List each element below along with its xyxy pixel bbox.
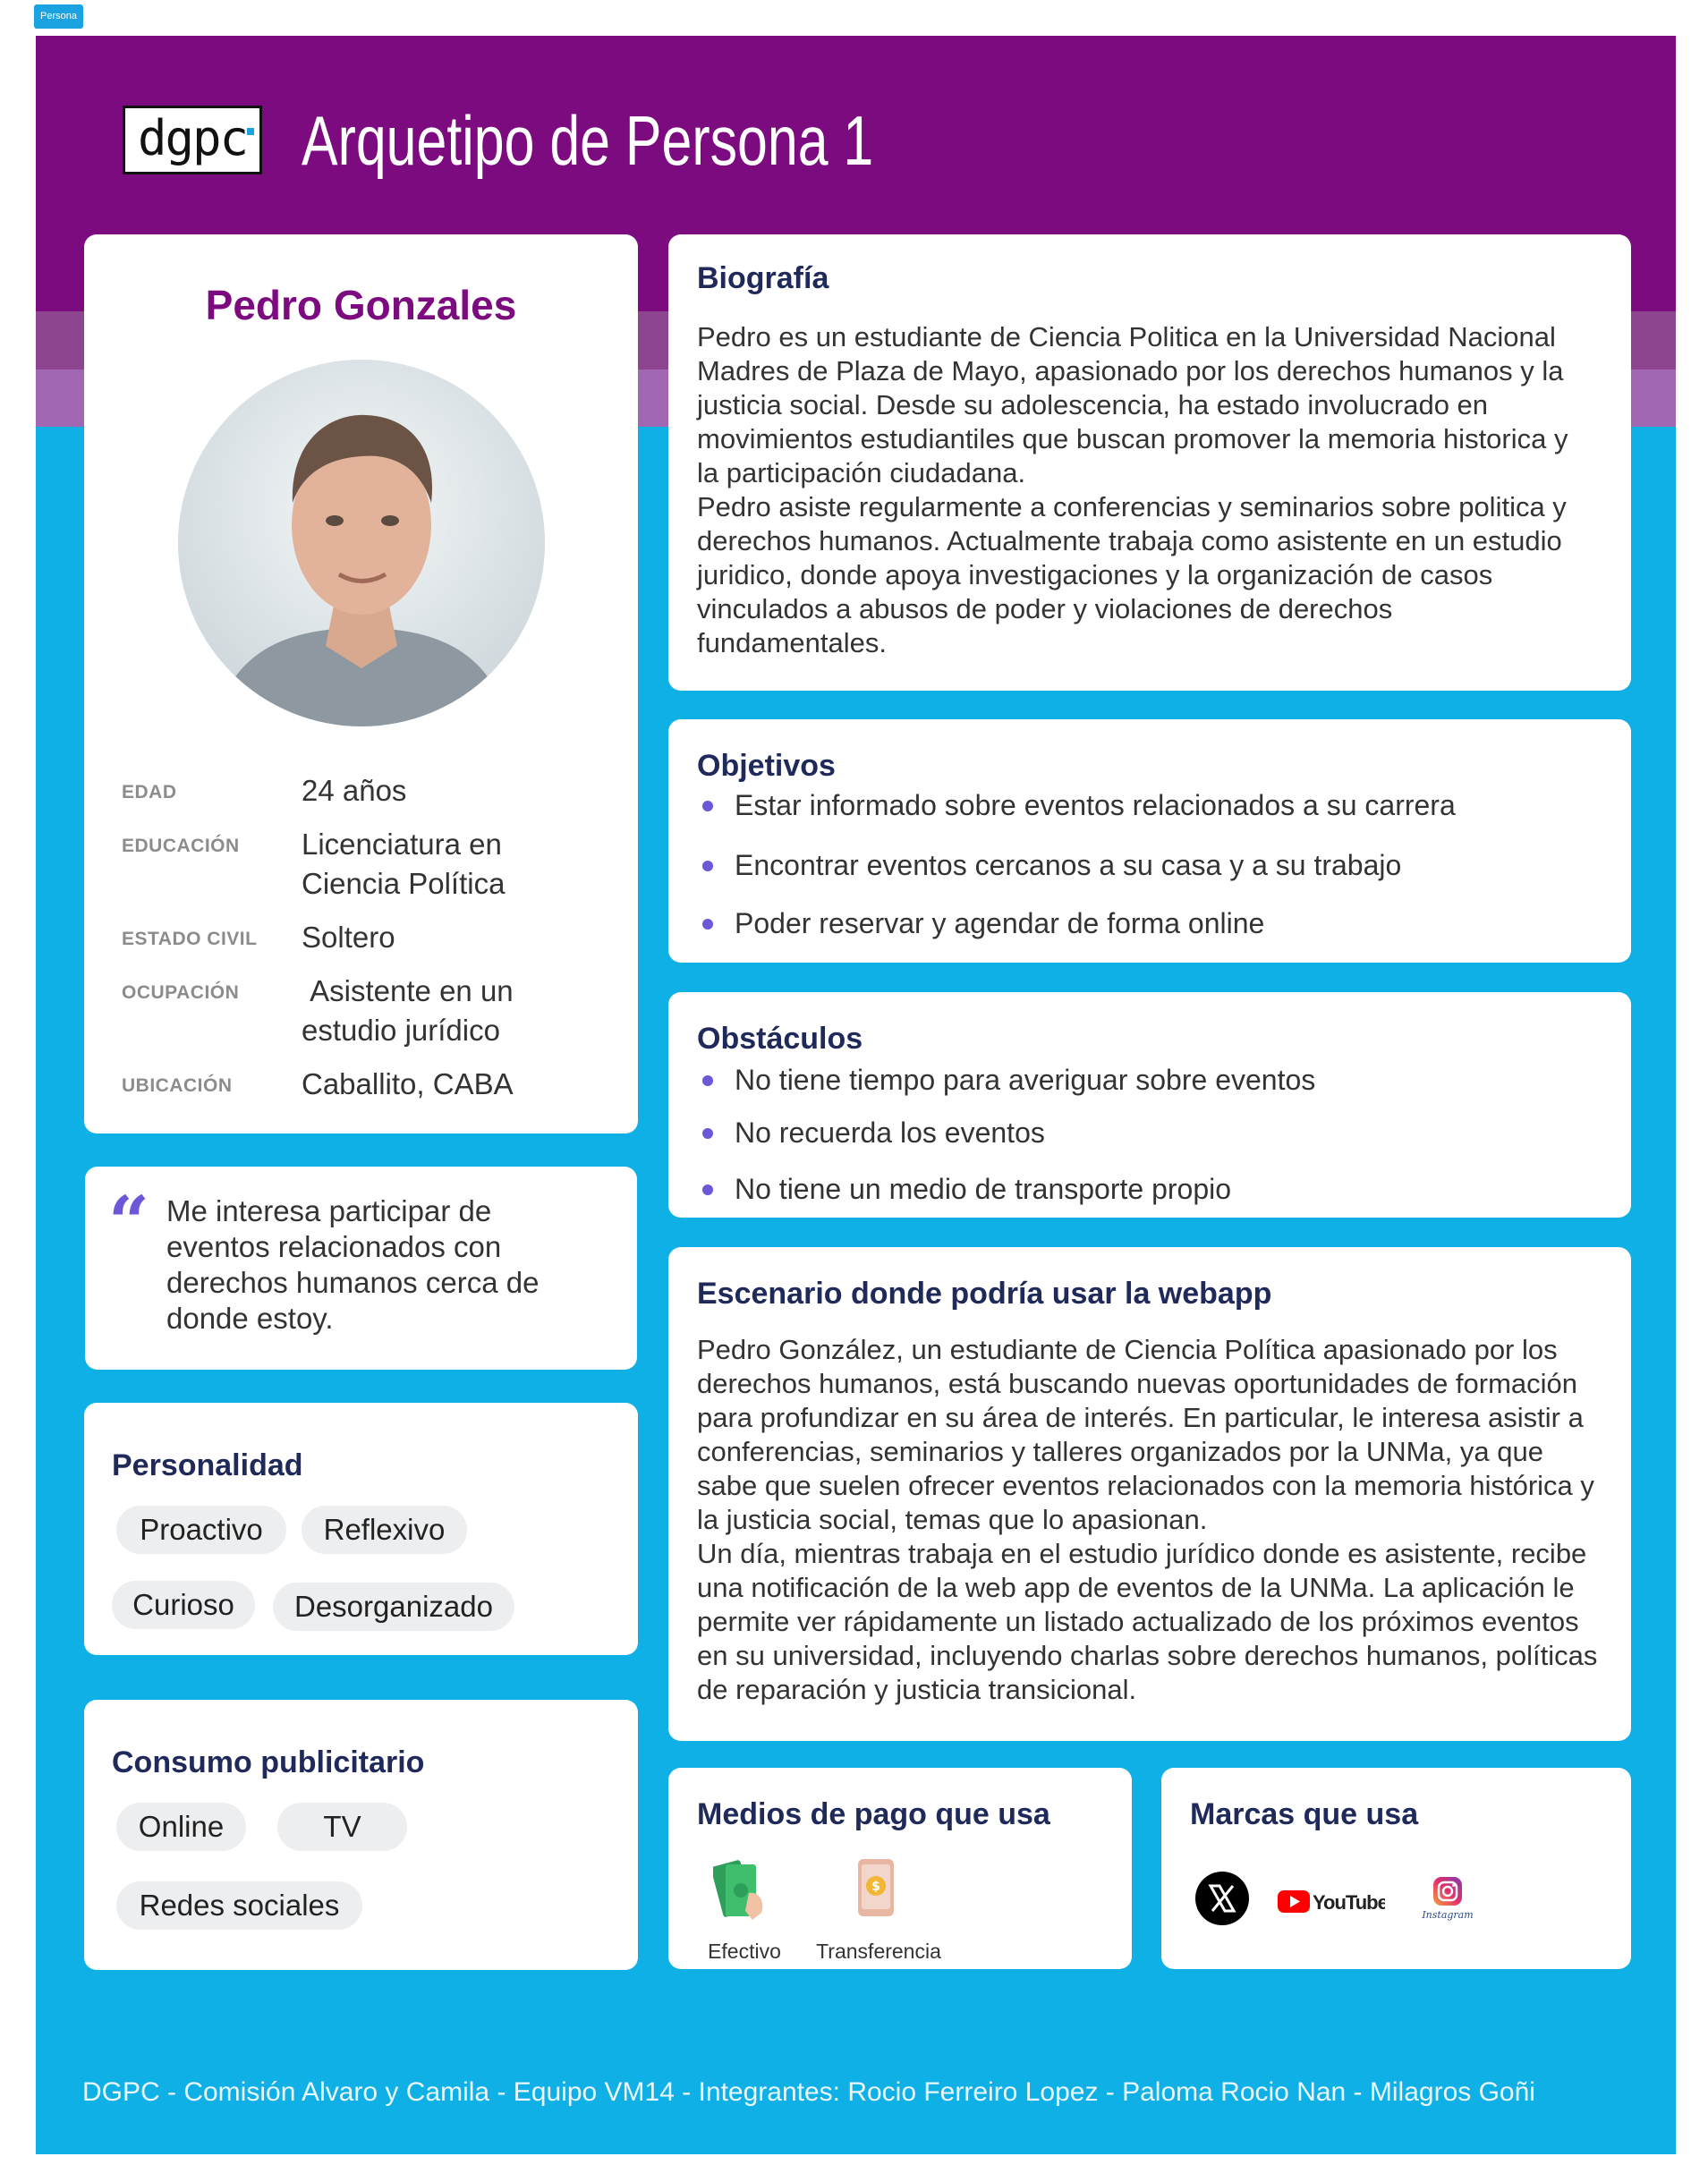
biography-card xyxy=(668,234,1631,691)
personality-card xyxy=(84,1403,638,1655)
goals-card xyxy=(668,719,1631,963)
marital-status-value: Soltero xyxy=(302,921,395,954)
transfer-label: Transferencia xyxy=(816,1940,941,1963)
footer-credits: DGPC - Comisión Alvaro y Camila - Equipo VM14 - Integrantes: Rocio Ferreiro Lopez - Paloma Rocio Nan - Milagros Goñi xyxy=(82,2077,1535,2107)
youtube-logo-icon xyxy=(1278,1888,1385,1915)
scenario-paragraph: Un día, mientras trabaja en el estudio jurídico donde es asistente, recibe una notificación de la web app de eventos de la UNMa. La aplicación le permite ver rápidamente un listado actualizado de los próximos eventos en su universidad, incluyendo charlas sobre derechos humanos, políticas de reparación y justicia transicional. xyxy=(697,1538,1598,1705)
trait-chip: Proactivo xyxy=(116,1506,286,1554)
persona-sheet xyxy=(36,36,1676,2154)
biography-paragraph: Pedro es un estudiante de Ciencia Politica en la Universidad Nacional Madres de Plaza de Mayo, apasionado por los derechos humanos y la justicia social. Desde su adolescencia, ha estado involucrado en movimientos estudiantiles que buscan promover la memoria historica y la participación ciudadana. xyxy=(697,321,1568,488)
channel-chip: Redes sociales xyxy=(116,1881,362,1930)
scenario-title: Escenario donde podría usar la webapp xyxy=(697,1277,1272,1311)
biography-title: Biografía xyxy=(697,261,829,295)
advertising-title: Consumo publicitario xyxy=(112,1745,425,1779)
obstacle-item: No tiene un medio de transporte propio xyxy=(697,1171,1231,1207)
channel-chip: Online xyxy=(116,1803,246,1851)
obstacles-title: Obstáculos xyxy=(697,1022,863,1056)
page-title: Arquetipo de Persona 1 xyxy=(302,101,874,180)
brands-title: Marcas que usa xyxy=(1190,1797,1419,1831)
advertising-card xyxy=(84,1700,638,1970)
channel-chip: TV xyxy=(277,1803,407,1851)
age-value: 24 años xyxy=(302,774,407,807)
trait-chip: Reflexivo xyxy=(302,1506,467,1554)
age-label: EDAD xyxy=(122,782,177,802)
obstacle-item: No recuerda los eventos xyxy=(697,1115,1045,1150)
trait-chip: Curioso xyxy=(112,1581,255,1629)
quote-icon: “ xyxy=(108,1180,150,1264)
marital-status-label: ESTADO CIVIL xyxy=(122,929,258,949)
payment-title: Medios de pago que usa xyxy=(697,1797,1050,1831)
quote-card xyxy=(85,1167,637,1370)
goals-title: Objetivos xyxy=(697,749,836,783)
personality-title: Personalidad xyxy=(112,1448,303,1482)
scenario-card xyxy=(668,1247,1631,1741)
obstacle-item: No tiene tiempo para averiguar sobre eventos xyxy=(697,1062,1315,1098)
quote-text: Me interesa participar de eventos relacionados con derechos humanos cerca de donde estoy. xyxy=(166,1194,540,1335)
obstacles-card xyxy=(668,992,1631,1218)
persona-name: Pedro Gonzales xyxy=(205,282,517,328)
logo-text: dgpc xyxy=(137,110,248,166)
biography-paragraph: Pedro asiste regularmente a conferencias y seminarios sobre politica y derechos humanos. Actualmente trabaja como asistente en un estudio juridico, donde apoya investigaciones y la organización de casos vinculados a abusos de poder y violaciones de derechos fundamentales. xyxy=(697,491,1567,658)
cash-icon xyxy=(713,1857,769,1926)
payment-card xyxy=(668,1768,1132,1969)
goal-item: Poder reservar y agendar de forma online xyxy=(697,905,1264,941)
cash-label: Efectivo xyxy=(708,1940,781,1963)
location-value: Caballito, CABA xyxy=(302,1067,514,1100)
occupation-value: Asistente en un estudio jurídico xyxy=(302,974,522,1047)
education-label: EDUCACIÓN xyxy=(122,836,240,856)
occupation-label: OCUPACIÓN xyxy=(122,982,240,1003)
education-value: Licenciatura en Ciencia Política xyxy=(302,828,506,900)
profile-card xyxy=(84,234,638,1133)
avatar xyxy=(178,360,545,726)
goal-item: Encontrar eventos cercanos a su casa y a su trabajo xyxy=(697,847,1401,883)
dgpc-logo xyxy=(123,106,262,174)
scenario-paragraph: Pedro González, un estudiante de Ciencia Política apasionado por los derechos humanos, está buscando nuevas oportunidades de formación para profundizar en su área de interés. En particular, le interesa asistir a conferencias, seminarios y talleres organizados por la UNMa, ya que sabe que suelen ofrecer eventos relacionados con la memoria histórica y la justicia social, temas que lo apasionan. xyxy=(697,1334,1594,1535)
persona-tag: Persona xyxy=(34,4,83,29)
svg-text:Instagram: Instagram xyxy=(1422,1909,1474,1921)
svg-text:$: $ xyxy=(871,1880,880,1894)
goal-item: Estar informado sobre eventos relacionados a su carrera xyxy=(697,787,1456,823)
biography-text xyxy=(697,320,1574,660)
x-logo-icon xyxy=(1195,1872,1249,1930)
instagram-logo-icon xyxy=(1421,1873,1474,1927)
transfer-icon xyxy=(847,1857,905,1926)
svg-text:YouTube: YouTube xyxy=(1313,1891,1385,1914)
trait-chip: Desorganizado xyxy=(273,1583,514,1631)
brands-card xyxy=(1161,1768,1631,1969)
scenario-text xyxy=(697,1333,1610,1707)
location-label: UBICACIÓN xyxy=(122,1075,233,1096)
